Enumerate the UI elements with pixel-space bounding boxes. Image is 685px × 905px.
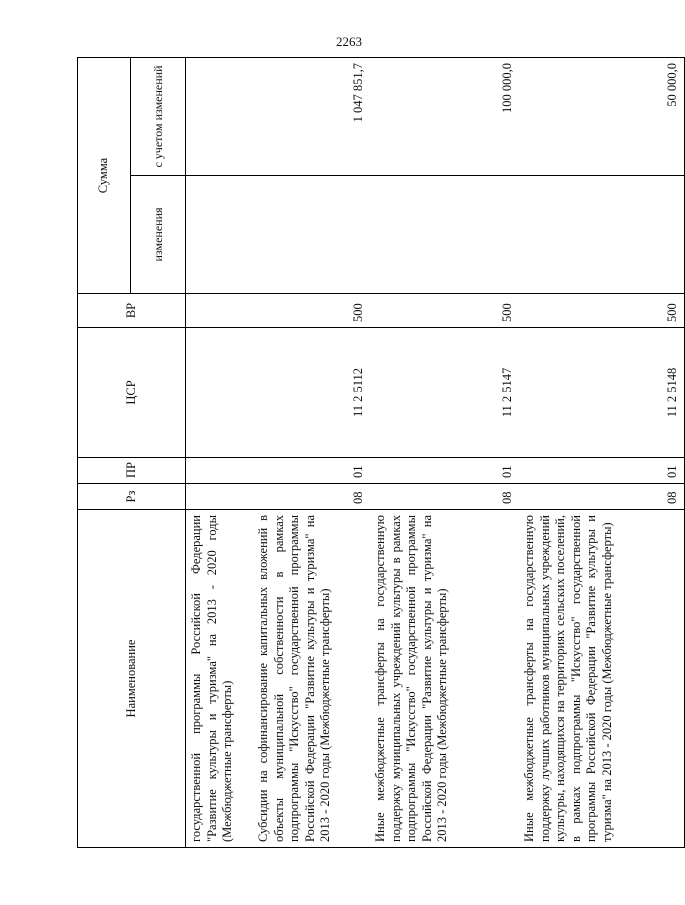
page-number: 2263 — [336, 34, 362, 49]
row-rz: 08 — [519, 484, 685, 510]
row-with-changes — [186, 58, 254, 176]
row-csr: 11 2 5148 — [519, 328, 685, 458]
table-row — [370, 58, 519, 848]
row-rz — [186, 484, 254, 510]
row-pr: 01 — [370, 458, 519, 484]
header-with-changes: с учетом изменений — [131, 58, 186, 176]
row-rz: 08 — [253, 484, 370, 510]
header-changes: изменения — [131, 176, 186, 294]
row-name: государственной программы Российской Федерации "Развитие культуры и туризма" на 2013 - 2020 годы (Межбюджетные трансферты) — [186, 510, 254, 848]
row-csr: 11 2 5147 — [370, 328, 519, 458]
row-name: Иные межбюджетные трансферты на государственную поддержку муниципальных учреждений культуры в рамках подпрограммы "Искусство" государственной программы Российской Федерации "Развитие культуры и туризма" на 2013 - 2020 годы (Межбюджетные трансферты) — [370, 510, 519, 848]
row-with-changes: 1 047 851,7 — [253, 58, 370, 176]
table-row — [519, 58, 685, 848]
row-changes — [370, 176, 519, 294]
header-vr: ВР — [78, 294, 186, 328]
header-name: Наименование — [78, 510, 186, 848]
rotated-table-wrapper — [77, 58, 679, 848]
table-row — [253, 58, 370, 848]
row-vr: 500 — [253, 294, 370, 328]
row-with-changes: 100 000,0 — [370, 58, 519, 176]
row-vr: 500 — [519, 294, 685, 328]
row-vr — [186, 294, 254, 328]
budget-table — [77, 57, 685, 848]
header-csr: ЦСР — [78, 328, 186, 458]
header-sum: Сумма — [78, 58, 131, 294]
row-pr — [186, 458, 254, 484]
row-vr: 500 — [370, 294, 519, 328]
row-rz: 08 — [370, 484, 519, 510]
row-name: Субсидии на софинансирование капитальных вложений в объекты муниципальной собственности в рамках подпрограммы "Искусство" государственной программы Российской Федерации "Развитие культуры и туризма" на 2013 - 2020 годы (Межбюджетные трансферты) — [253, 510, 370, 848]
row-changes — [253, 176, 370, 294]
row-name: Иные межбюджетные трансферты на государственную поддержку лучших работников муниципальных учреждений культуры, находящихся на территориях сельских поселений, в рамках подпрограммы "Искусство" государственной программы Российской Федерации "Развитие культуры и туризма" на 2013 - 2020 годы (Межбюджетные трансферты) — [519, 510, 685, 848]
table-row — [186, 58, 254, 848]
row-pr: 01 — [519, 458, 685, 484]
row-changes — [186, 176, 254, 294]
header-pr: ПР — [78, 458, 186, 484]
row-with-changes: 50 000,0 — [519, 58, 685, 176]
header-rz: Рз — [78, 484, 186, 510]
row-pr: 01 — [253, 458, 370, 484]
row-csr: 11 2 5112 — [253, 328, 370, 458]
row-changes — [519, 176, 685, 294]
row-csr — [186, 328, 254, 458]
